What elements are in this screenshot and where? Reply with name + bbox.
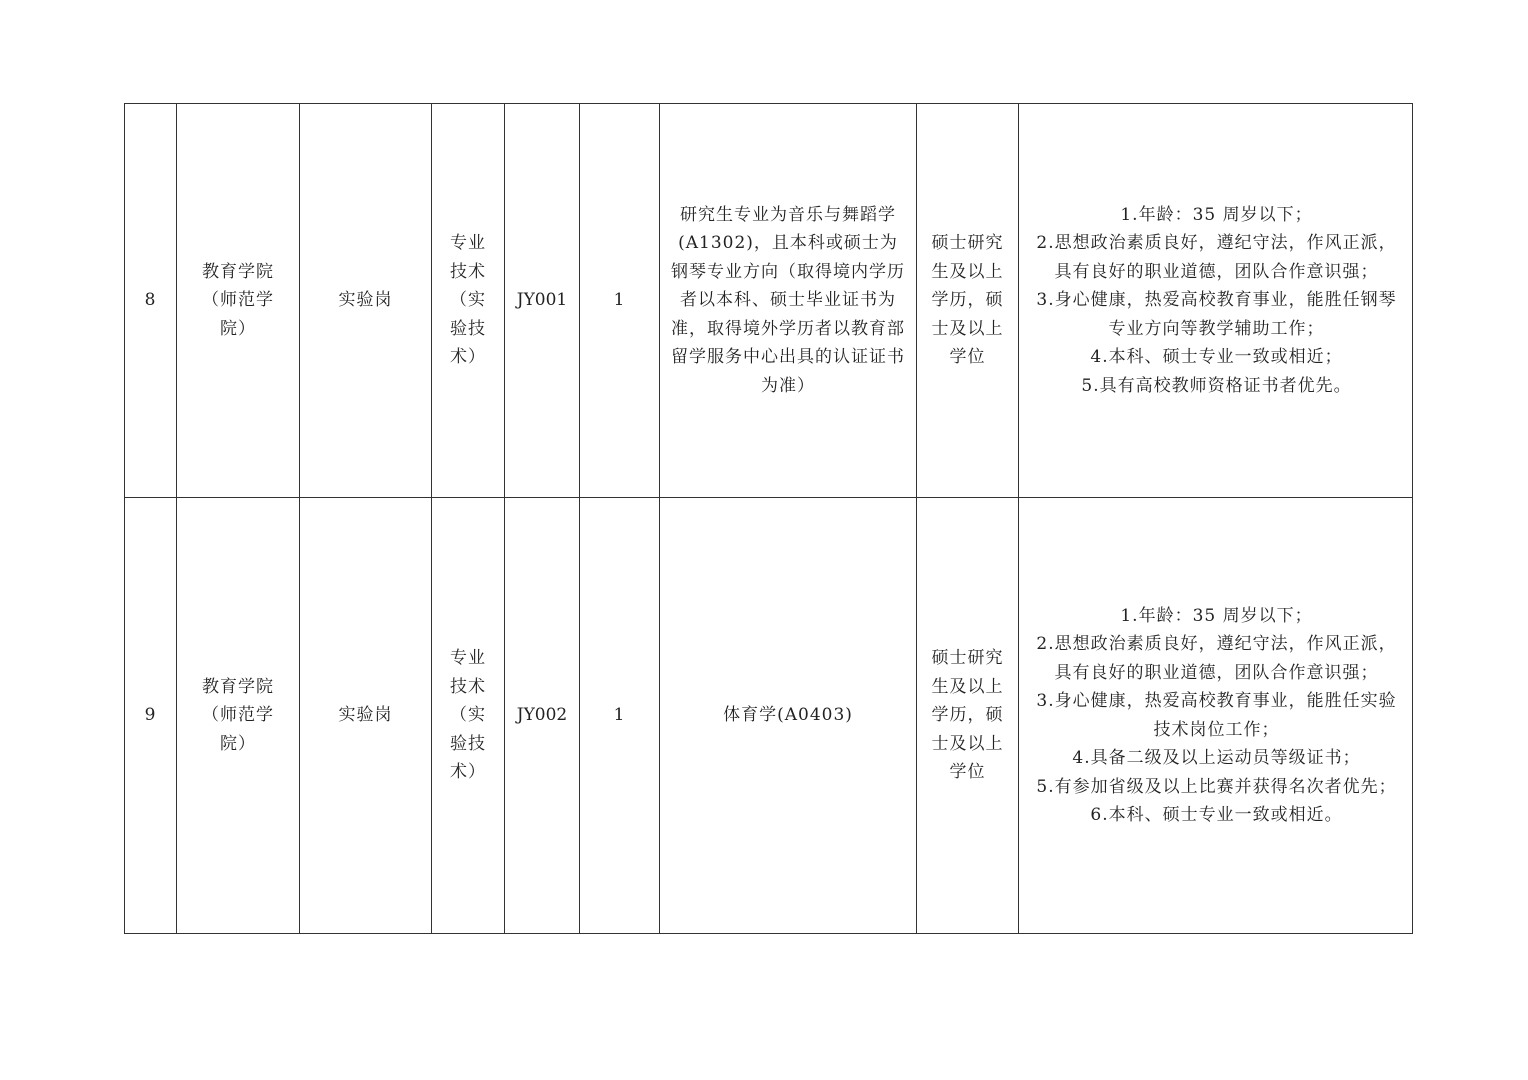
requirement-item: 4.具备二级及以上运动员等级证书； [1072,748,1361,768]
post-category-cell [432,104,505,498]
post-code: JY001 [516,290,568,311]
requirement-item: 1.年龄：35 周岁以下； [1120,204,1313,225]
department-cell [177,498,300,934]
requirement-item: 4.本科、硕士专业一致或相近； [1090,347,1343,368]
requirement-item: 3.身心健康，热爱高校教育事业，能胜任实验技术岗位工作； [1036,691,1397,740]
department-cell [177,104,300,498]
requirement-item: 2.思想政治素质良好，遵纪守法，作风正派，具有良好的职业道德，团队合作意识强； [1036,233,1397,282]
post-name: 实验岗 [338,290,393,311]
education-requirement: 硕士研究生及以上学历，硕士及以上学位 [931,648,1004,783]
post-code: JY002 [516,705,568,726]
table-row [125,104,1413,498]
row-number-cell [125,104,177,498]
education-requirement-cell [917,498,1019,934]
education-requirement: 硕士研究生及以上学历，硕士及以上学位 [931,233,1004,368]
row-number-cell [125,498,177,934]
post-category-cell [432,498,505,934]
major-requirement-cell [660,498,917,934]
post-category: 专业技术（实验技术） [450,648,486,783]
major-requirement: 体育学(A0403) [723,705,853,726]
requirement-item: 5.具有高校教师资格证书者优先。 [1081,375,1352,396]
headcount-cell [580,104,660,498]
row-number: 9 [144,705,157,726]
requirement-item: 1.年龄：35 周岁以下； [1120,605,1313,626]
major-requirement: 研究生专业为音乐与舞蹈学(A1302)，且本科或硕士为钢琴专业方向（取得境内学历者以本科、硕士毕业证书为准，取得境外学历者以教育部留学服务中心出具的认证证书为准） [671,204,905,396]
other-requirements-cell [1019,104,1413,498]
requirement-item: 6.本科、硕士专业一致或相近。 [1090,805,1343,825]
requirement-item: 3.身心健康，热爱高校教育事业，能胜任钢琴专业方向等教学辅助工作； [1036,290,1397,339]
headcount: 1 [613,705,626,726]
requirement-item: 5.有参加省级及以上比赛并获得名次者优先； [1036,776,1397,797]
headcount: 1 [613,290,626,311]
other-requirements [1019,602,1412,830]
post-category: 专业技术（实验技术） [450,233,486,368]
row-number: 8 [144,290,157,311]
post-code-cell [505,104,580,498]
department: 教育学院（师范学院） [202,676,274,754]
post-name: 实验岗 [338,705,393,726]
major-requirement-cell [660,104,917,498]
post-name-cell [300,104,432,498]
recruitment-table [124,103,1413,934]
requirement-item: 2.思想政治素质良好，遵纪守法，作风正派，具有良好的职业道德，团队合作意识强； [1036,634,1397,683]
post-name-cell [300,498,432,934]
education-requirement-cell [917,104,1019,498]
other-requirements [1019,201,1412,401]
table-row [125,498,1413,934]
other-requirements-cell [1019,498,1413,934]
department: 教育学院（师范学院） [202,261,274,339]
post-code-cell [505,498,580,934]
headcount-cell [580,498,660,934]
